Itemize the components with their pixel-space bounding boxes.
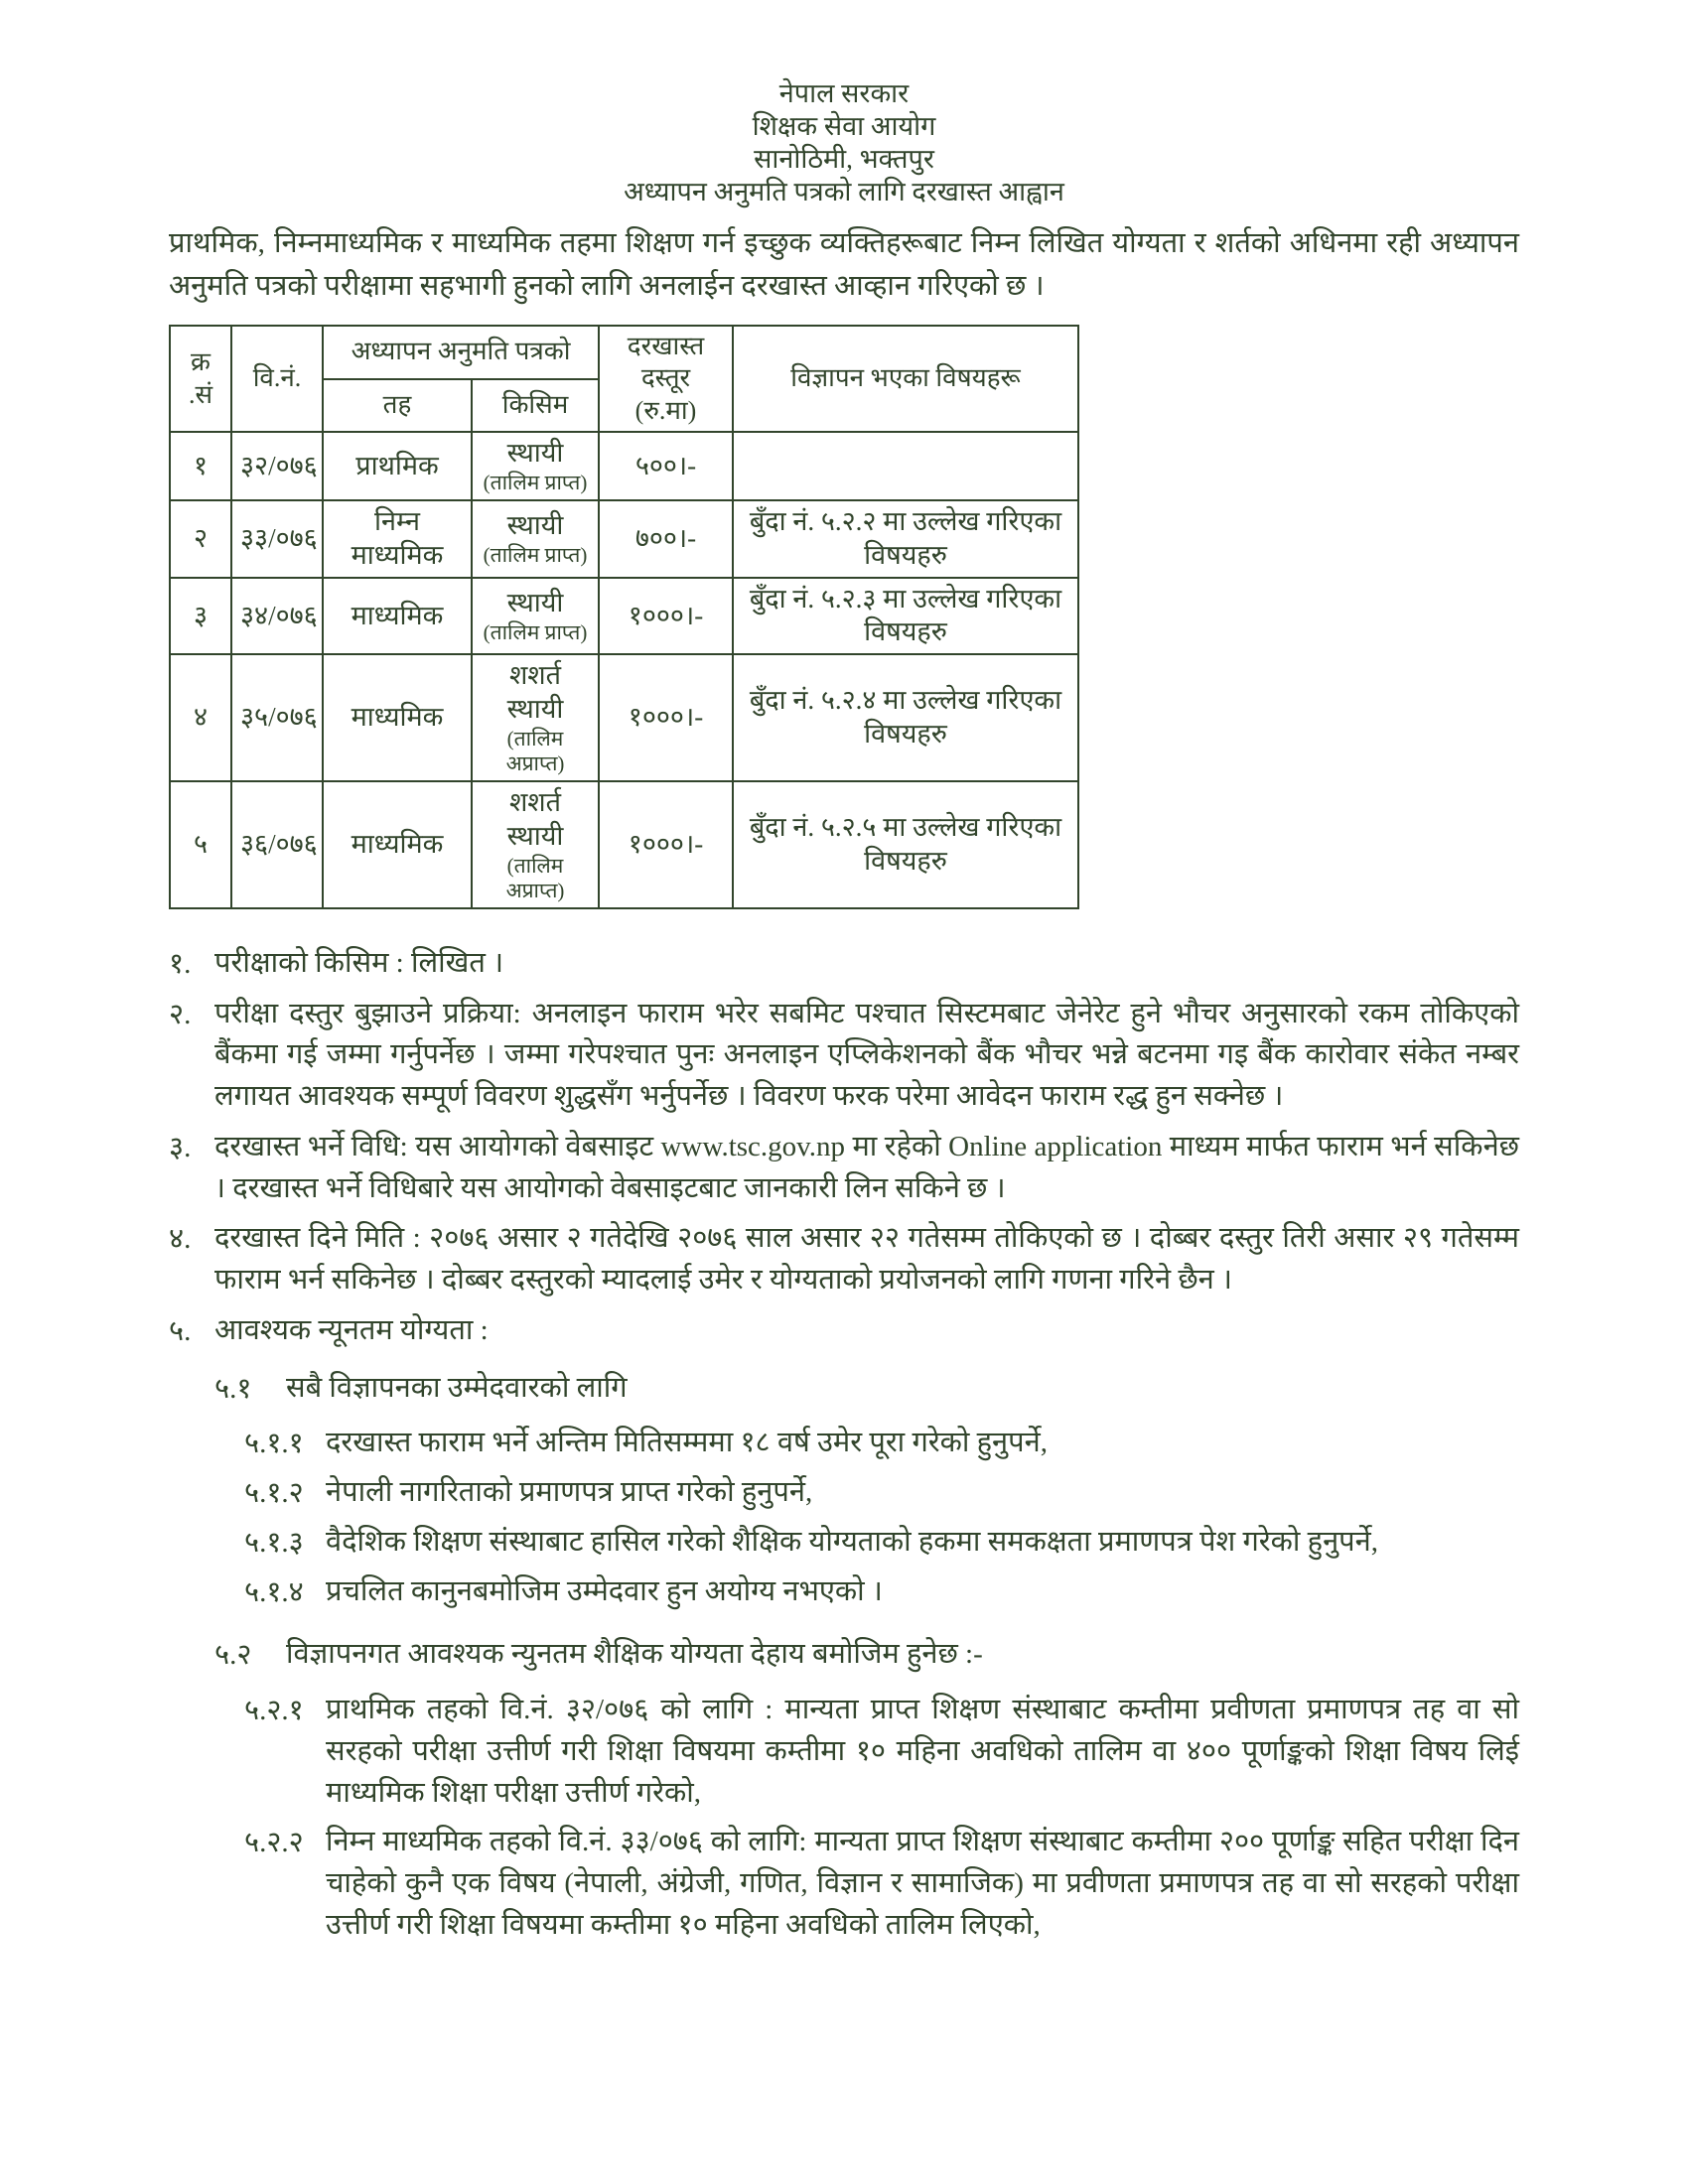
cell-adv-no: ३२/०७६ (231, 432, 323, 500)
list-item-number: ५.२ (214, 1639, 252, 1672)
list-item (169, 1690, 1519, 1814)
list-item-text: दरखास्त भर्ने विधि: यस आयोगको वेबसाइट www.tsc.gov.np मा रहेको Online application माध्यम मार्फत फाराम भर्न सकिनेछ । दरखास्त भर्ने विधिबारे यस आयोगको वेबसाइटबाट जानकारी लिन सकिने छ । (214, 1130, 1519, 1204)
cell-subjects (733, 432, 1078, 500)
cell-fee: १०००।- (599, 654, 733, 781)
list-item-number: ५.१.२ (244, 1477, 304, 1510)
cell-level: माध्यमिक (323, 654, 472, 781)
cell-kind (472, 578, 599, 655)
cell-adv-no: ३३/०७६ (231, 500, 323, 578)
list-item (169, 1423, 1519, 1464)
cell-level: प्राथमिक (323, 432, 472, 500)
commission-address: सानोठिमी, भक्तपुर (754, 143, 934, 174)
list-item (169, 1522, 1519, 1564)
list-item-text: विज्ञापनगत आवश्यक न्युनतम शैक्षिक योग्यता देहाय बमोजिम हुनेछ :- (286, 1638, 983, 1671)
list-item-text: दरखास्त दिने मिति : २०७६ असार २ गतेदेखि २०७६ साल असार २२ गतेसम्म तोकिएको छ । दोब्बर दस्तुर तिरी असार २९ गतेसम्म फाराम भर्न सकिनेछ । दोब्बर दस्तुरको म्यादलाई उमेर र योग्यताको प्रयोजनको लागि गणना गरिने छैन । (214, 1222, 1519, 1297)
list-item-number: ४. (169, 1223, 192, 1256)
list-item-number: १. (169, 947, 192, 980)
cell-sn: ४ (170, 654, 231, 781)
cell-kind (472, 781, 599, 908)
sublist-heading-5-2 (169, 1634, 1519, 1676)
list-item-number: ३. (169, 1131, 192, 1163)
list-item-text: प्राथमिक तहको वि.नं. ३२/०७६ को लागि : मान्यता प्राप्त शिक्षण संस्थाबाट कम्तीमा प्रवीणता प्रमाणपत्र तह वा सो सरहको परीक्षा उत्तीर्ण गरी शिक्षा विषयमा कम्तीमा १० महिना अवधिको तालिम वा ४०० पूर्णाङ्कको शिक्षा विषय लिई माध्यमिक शिक्षा परीक्षा उत्तीर्ण गरेको, (326, 1694, 1519, 1809)
cell-adv-no: ३४/०७६ (231, 578, 323, 655)
list-item-number: ५.१.३ (244, 1526, 304, 1559)
col-header-sn: क्र .सं (170, 326, 231, 433)
col-header-fee: दरखास्त दस्तूर (रु.मा) (599, 326, 733, 433)
col-header-adv-no: वि.नं. (231, 326, 323, 433)
cell-adv-no: ३५/०७६ (231, 654, 323, 781)
list-item-text: प्रचलित कानुनबमोजिम उम्मेदवार हुन अयोग्य नभएको । (326, 1574, 883, 1607)
table-row (170, 432, 1078, 500)
document-title: अध्यापन अनुमति पत्रको लागि दरखास्त आह्वान (624, 176, 1064, 206)
kind-training-note: (तालिम प्राप्त) (483, 543, 588, 568)
cell-subjects: बुँदा नं. ५.२.३ मा उल्लेख गरिएका विषयहरु (733, 578, 1078, 655)
list-item-number: ५.२.२ (244, 1827, 304, 1859)
cell-fee: ५००।- (599, 432, 733, 500)
list-item-text: सबै विज्ञापनका उम्मेदवारको लागि (286, 1371, 628, 1404)
government-title: नेपाल सरकार (778, 78, 910, 108)
cell-sn: ३ (170, 578, 231, 655)
cell-kind (472, 654, 599, 781)
list-item (169, 1127, 1519, 1210)
list-item-text: परीक्षा दस्तुर बुझाउने प्रक्रिया: अनलाइन फाराम भरेर सबमिट पश्चात सिस्टमबाट जेनेरेट हुने भौचर अनुसारको रकम तोकिएको बैंकमा गई जम्मा गर्नुपर्नेछ । जम्मा गरेपश्चात पुनः अनलाइन एप्लिकेशनको बैंक भौचर भन्ने बटनमा गइ बैंक कारोवार संकेत नम्बर लगायत आवश्यक सम्पूर्ण विवरण शुद्धसँग भर्नुपर्नेछ । विवरण फरक परेमा आवेदन फाराम रद्ध हुन सक्नेछ । (214, 997, 1519, 1113)
cell-level: माध्यमिक (323, 578, 472, 655)
cell-sn: २ (170, 500, 231, 578)
list-item-number: ५.१.४ (244, 1575, 304, 1608)
intro-paragraph: प्राथमिक, निम्नमाध्यमिक र माध्यमिक तहमा शिक्षण गर्न इच्छुक व्यक्तिहरूबाट निम्न लिखित योग्यता र शर्तको अधिनमा रही अध्यापन अनुमति पत्रको परीक्षामा सहभागी हुनको लागि अनलाईन दरखास्त आव्हान गरिएको छ । (169, 226, 1519, 303)
cell-adv-no: ३६/०७६ (231, 781, 323, 908)
list-item-text: वैदेशिक शिक्षण संस्थाबाट हासिल गरेको शैक्षिक योग्यताको हकमा समकक्षता प्रमाणपत्र पेश गरेको हुनुपर्ने, (326, 1525, 1378, 1558)
list-item-text: निम्न माध्यमिक तहको वि.नं. ३३/०७६ को लागि: मान्यता प्राप्त शिक्षण संस्थाबाट कम्तीमा २०० पूर्णाङ्क सहित परीक्षा दिन चाहेको कुनै एक विषय (नेपाली, अंग्रेजी, गणित, विज्ञान र सामाजिक) मा प्रवीणता प्रमाणपत्र तह वा सो सरहको परीक्षा उत्तीर्ण गरी शिक्षा विषयमा कम्तीमा १० महिना अवधिको तालिम लिएको, (326, 1826, 1519, 1941)
kind-training-note: (तालिम प्राप्त) (483, 619, 588, 644)
cell-subjects: बुँदा नं. ५.२.५ मा उल्लेख गरिएका विषयहरु (733, 781, 1078, 908)
list-item (169, 1310, 1519, 1352)
cell-level: निम्न माध्यमिक (323, 500, 472, 578)
list-item (169, 994, 1519, 1118)
table-row (170, 500, 1078, 578)
cell-sn: १ (170, 432, 231, 500)
cell-kind (472, 432, 599, 500)
cell-fee: १०००।- (599, 781, 733, 908)
list-item-number: ५.१ (214, 1372, 252, 1405)
kind-label: शशर्त स्थायी (506, 787, 564, 851)
sublist-heading-5-1 (169, 1368, 1519, 1410)
advertisement-table (169, 325, 1079, 909)
list-item (169, 1571, 1519, 1613)
list-item-text: परीक्षाको किसिम : लिखित । (214, 946, 504, 979)
cell-subjects: बुँदा नं. ५.२.४ मा उल्लेख गरिएका विषयहरु (733, 654, 1078, 781)
table-row (170, 578, 1078, 655)
list-item-number: ५. (169, 1314, 192, 1347)
col-header-subjects: विज्ञापन भएका विषयहरू (733, 326, 1078, 433)
cell-fee: १०००।- (599, 578, 733, 655)
cell-fee: ७००।- (599, 500, 733, 578)
cell-subjects: बुँदा नं. ५.२.२ मा उल्लेख गरिएका विषयहरु (733, 500, 1078, 578)
conditions-outline (169, 943, 1519, 1947)
cell-level: माध्यमिक (323, 781, 472, 908)
cell-kind (472, 500, 599, 578)
kind-label: स्थायी (506, 587, 564, 617)
kind-label: शशर्त स्थायी (506, 660, 564, 724)
list-item (169, 943, 1519, 985)
col-header-permit-group: अध्यापन अनुमति पत्रको (323, 326, 599, 379)
list-item-number: ५.१.१ (244, 1428, 304, 1460)
list-item-text: नेपाली नागरिताको प्रमाणपत्र प्राप्त गरेको हुनुपर्ने, (326, 1476, 813, 1509)
list-item-text: आवश्यक न्यूनतम योग्यता : (214, 1313, 489, 1346)
col-header-level: तह (323, 379, 472, 433)
kind-training-note: (तालिम अप्राप्त) (505, 853, 565, 902)
col-header-kind: किसिम (472, 379, 599, 433)
commission-name: शिक्षक सेवा आयोग (752, 110, 936, 141)
cell-sn: ५ (170, 781, 231, 908)
list-item-number: २. (169, 998, 192, 1030)
document-header (169, 77, 1519, 208)
table-row (170, 781, 1078, 908)
list-item (169, 1218, 1519, 1301)
kind-training-note: (तालिम प्राप्त) (483, 471, 588, 494)
kind-label: स्थायी (506, 438, 564, 469)
table-row (170, 654, 1078, 781)
list-item (169, 1822, 1519, 1946)
list-item (169, 1472, 1519, 1514)
table-header-row (170, 326, 1078, 379)
list-item-text: दरखास्त फाराम भर्ने अन्तिम मितिसम्ममा १८ वर्ष उमेर पूरा गरेको हुनुपर्ने, (326, 1427, 1048, 1459)
list-item-number: ५.२.१ (244, 1695, 304, 1727)
kind-training-note: (तालिम अप्राप्त) (505, 726, 565, 775)
kind-label: स्थायी (506, 510, 564, 541)
